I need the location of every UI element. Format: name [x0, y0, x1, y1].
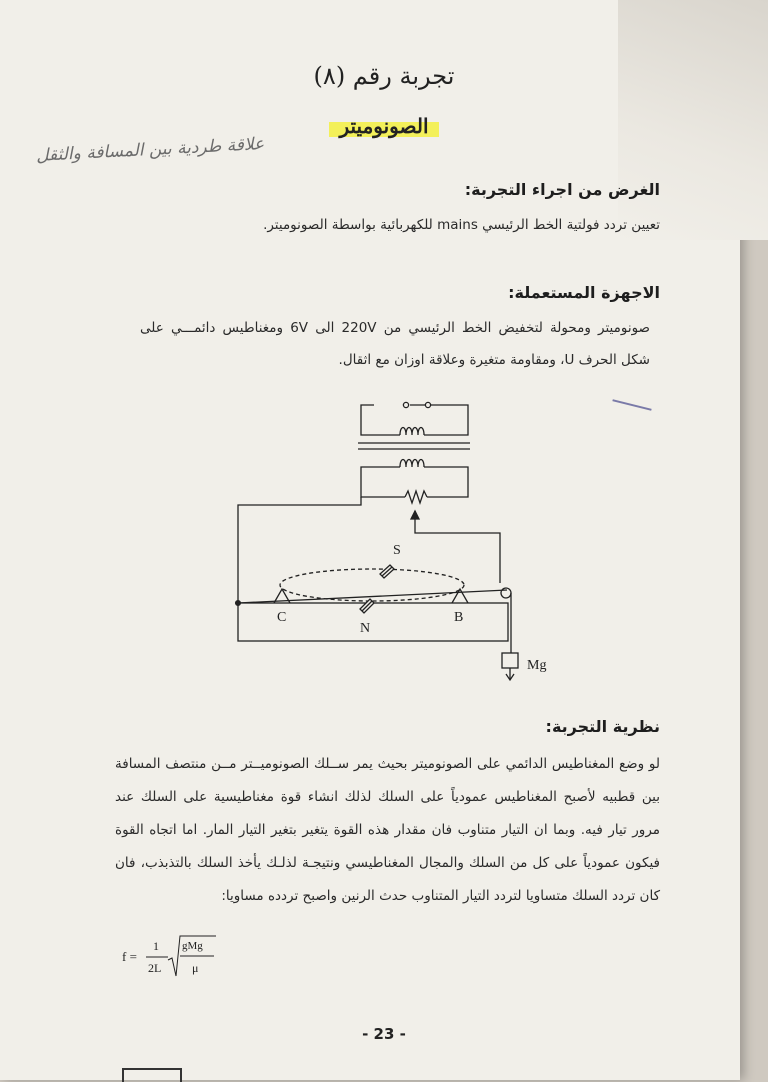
formula-f: f = [122, 949, 137, 964]
page-title: تجربة رقم (٨) [313, 62, 455, 90]
purpose-heading: الغرض من اجراء التجربة: [464, 180, 660, 199]
page-subtitle: الصونوميتر [329, 112, 438, 140]
formula-root-bottom: μ [192, 961, 199, 975]
frequency-formula [120, 930, 230, 980]
primary-terminal-right [425, 402, 430, 407]
circuit-diagram [230, 385, 560, 690]
label-s: S [393, 543, 401, 558]
secondary-wire-left [361, 467, 405, 497]
label-b: B [454, 610, 464, 625]
secondary-wire-right [424, 467, 468, 497]
apparatus-text: صونوميتر ومحولة لتخفيض الخط الرئيسي من 220V الى 6V ومغناطيس دائمـــي على شكل الحرف U، ومقاومة متغيرة وعلاقة اوزان مع اثقال. [140, 320, 651, 368]
rheostat [405, 491, 427, 503]
page-number: - 23 - [362, 1025, 406, 1043]
slider-wire [415, 511, 500, 583]
formula-numerator: 1 [153, 939, 159, 953]
theory-text: لو وضع المغناطيس الدائمي على الصونوميتر بحيث يمر ســلك الصونوميــتر مــن منتصف المسافة بين قطبيه لأصبح المغناطيس عمودياً على السلك لذلك انشاء قوة مغناطيسية على السلك عند مرور تيار فيه. وبما ان التيار متناوب فان مقدار هذه القوة يتغير بتغير التيار المار. اما اتجاه القوة فيكون عمودياً على كل من السلك والمجال المغناطيسي ونتيجـة لذلـك يأخذ السلك بالتذبذب، فان كان تردد السلك متساويا لتردد التيار المتناوب حدث الرنين واصبح تردده مساويا: [115, 756, 660, 904]
purpose-text: تعيين تردد فولتية الخط الرئيسي mains للكهربائية بواسطة الصونوميتر. [263, 217, 660, 233]
apparatus-heading: الاجهزة المستعملة: [508, 283, 660, 302]
theory-heading: نظرية التجربة: [545, 717, 660, 736]
handwritten-note: علاقة طردية بين المسافة والثقل [35, 134, 265, 166]
bridge-b [452, 589, 468, 603]
primary-wire-left [361, 405, 400, 435]
primary-coil [400, 428, 424, 436]
secondary-coil [400, 460, 424, 468]
label-c: C [277, 610, 287, 625]
primary-terminal-left [403, 402, 408, 407]
mass-block [502, 653, 518, 668]
left-wire [238, 497, 361, 603]
label-mass: Mg [527, 658, 547, 673]
formula-denominator: 2L [148, 961, 162, 975]
formula-root-top: gMg [182, 940, 203, 952]
label-n: N [360, 621, 371, 636]
subtitle-wrap [0, 112, 768, 140]
